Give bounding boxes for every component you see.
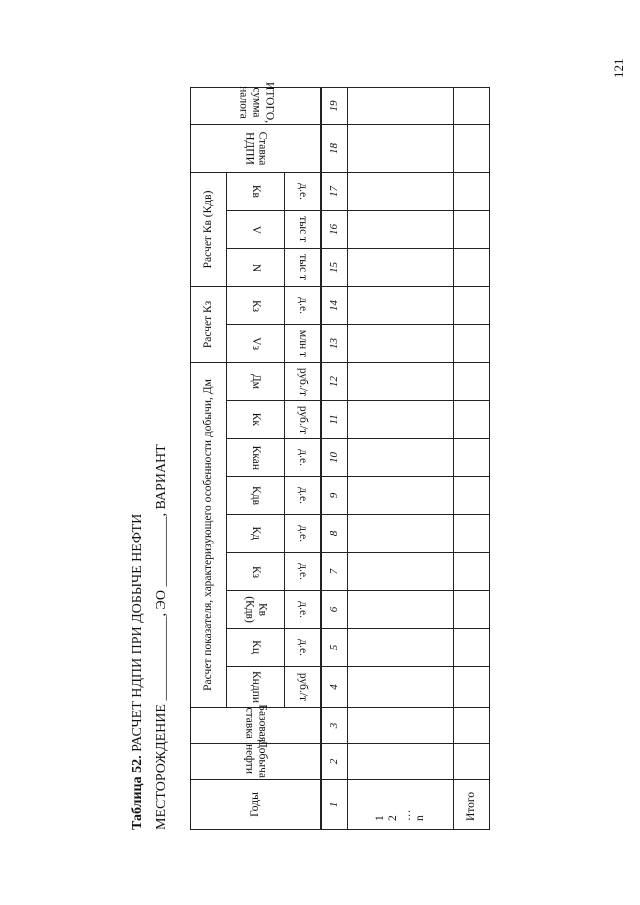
data-cell — [454, 401, 490, 439]
data-cell — [348, 286, 454, 324]
header-kv: Кв — [227, 172, 285, 210]
data-cell — [454, 744, 490, 780]
data-cell — [348, 629, 454, 667]
table-caption — [130, 514, 146, 830]
column-number: 9 — [322, 477, 348, 515]
column-number: 13 — [322, 325, 348, 363]
variant-label: , ВАРИАНТ — [154, 444, 169, 517]
header-total-tax: ИТОГО, сумма налога — [191, 87, 321, 124]
column-number: 10 — [322, 439, 348, 477]
data-cell — [454, 477, 490, 515]
column-number: 6 — [322, 591, 348, 629]
unit-cell: д.е. — [285, 515, 321, 553]
year-label: 2 — [387, 815, 400, 821]
caption-label: Таблица 52. — [130, 755, 145, 830]
header-row-groups — [191, 87, 227, 829]
org-blank: __________ — [154, 516, 169, 587]
data-cell — [348, 210, 454, 248]
header-n: N — [227, 248, 285, 286]
data-cell — [348, 591, 454, 629]
header-kd: Кд — [227, 515, 285, 553]
header-ndpi-rate: Ставка НДПИ — [191, 124, 321, 172]
data-cell — [348, 87, 454, 124]
data-cell — [454, 363, 490, 401]
column-number: 11 — [322, 401, 348, 439]
data-cell — [348, 744, 454, 780]
header-kv-kdv: Кв (Кдв) — [227, 591, 285, 629]
unit-cell: д.е. — [285, 286, 321, 324]
header-vz: Vз — [227, 325, 285, 363]
unit-cell: руб./т — [285, 667, 321, 708]
column-number: 1 — [322, 780, 348, 830]
unit-cell: д.е. — [285, 477, 321, 515]
column-number: 18 — [322, 124, 348, 172]
year-labels-cell — [348, 780, 454, 830]
data-cell — [348, 708, 454, 744]
header-dm-group: Расчет показателя, характеризующего особенности добычи, Дм — [191, 363, 227, 708]
header-kk: Кк — [227, 401, 285, 439]
unit-cell: млн т — [285, 325, 321, 363]
year-label: … — [400, 809, 413, 821]
column-number: 2 — [322, 744, 348, 780]
year-label: n — [413, 815, 426, 821]
header-kndpi: Кндпи — [227, 667, 285, 708]
data-cell — [348, 401, 454, 439]
data-cell — [348, 515, 454, 553]
unit-cell: д.е. — [285, 629, 321, 667]
data-cell — [454, 124, 490, 172]
data-cell — [348, 172, 454, 210]
header-kkan: Ккан — [227, 439, 285, 477]
rotated-page-content — [130, 81, 610, 830]
unit-cell: д.е. — [285, 172, 321, 210]
total-label: Итого — [454, 780, 490, 830]
data-cell — [348, 477, 454, 515]
data-cell — [454, 515, 490, 553]
data-cell — [454, 439, 490, 477]
column-number: 3 — [322, 708, 348, 744]
column-number: 5 — [322, 629, 348, 667]
unit-cell: руб./т — [285, 401, 321, 439]
data-row-total — [454, 87, 490, 829]
header-kz-group: Расчет Кз — [191, 286, 227, 362]
unit-cell: д.е. — [285, 439, 321, 477]
column-number-row — [322, 87, 348, 829]
data-cell — [348, 553, 454, 591]
data-cell — [454, 325, 490, 363]
year-label: 1 — [374, 815, 387, 821]
data-cell — [454, 553, 490, 591]
header-kdv: Кдв — [227, 477, 285, 515]
header-kv-group: Расчет Кв (Кдв) — [191, 172, 227, 286]
data-cell — [348, 124, 454, 172]
data-cell — [454, 248, 490, 286]
data-cell — [454, 87, 490, 124]
data-cell — [454, 591, 490, 629]
data-cell — [454, 210, 490, 248]
field-blank: ____________ — [154, 616, 169, 701]
column-number: 19 — [322, 87, 348, 124]
data-cell — [454, 629, 490, 667]
header-oil-production: Добыча нефти — [191, 744, 321, 780]
data-cell — [348, 667, 454, 708]
header-kz: Кз — [227, 553, 285, 591]
header-kts: Кц — [227, 629, 285, 667]
header-years: Годы — [191, 780, 321, 830]
unit-cell: д.е. — [285, 591, 321, 629]
unit-cell: тыс т — [285, 210, 321, 248]
data-cell — [454, 667, 490, 708]
column-number: 17 — [322, 172, 348, 210]
column-number: 7 — [322, 553, 348, 591]
column-number: 8 — [322, 515, 348, 553]
unit-cell: руб./т — [285, 363, 321, 401]
data-cell — [348, 363, 454, 401]
header-base-rate: Базовая ставка — [191, 708, 321, 744]
column-number: 12 — [322, 363, 348, 401]
org-label: , ЭО — [154, 590, 169, 617]
data-cell — [454, 708, 490, 744]
header-v: V — [227, 210, 285, 248]
data-cell — [348, 248, 454, 286]
ndpi-calculation-table — [190, 81, 490, 830]
data-cell — [454, 172, 490, 210]
data-cell — [348, 325, 454, 363]
field-label: МЕСТОРОЖДЕНИЕ — [154, 704, 169, 830]
field-line — [154, 444, 170, 830]
column-number: 15 — [322, 248, 348, 286]
data-cell — [348, 439, 454, 477]
caption-text: РАСЧЕТ НДПИ ПРИ ДОБЫЧЕ НЕФТИ — [130, 513, 145, 752]
data-row-years — [348, 87, 454, 829]
column-number: 14 — [322, 286, 348, 324]
header-kz2: Кз — [227, 286, 285, 324]
page-number: 121 — [611, 58, 626, 78]
unit-cell: д.е. — [285, 553, 321, 591]
data-cell — [454, 286, 490, 324]
unit-cell: тыс т — [285, 248, 321, 286]
column-number: 16 — [322, 210, 348, 248]
column-number: 4 — [322, 667, 348, 708]
header-dm: Дм — [227, 363, 285, 401]
